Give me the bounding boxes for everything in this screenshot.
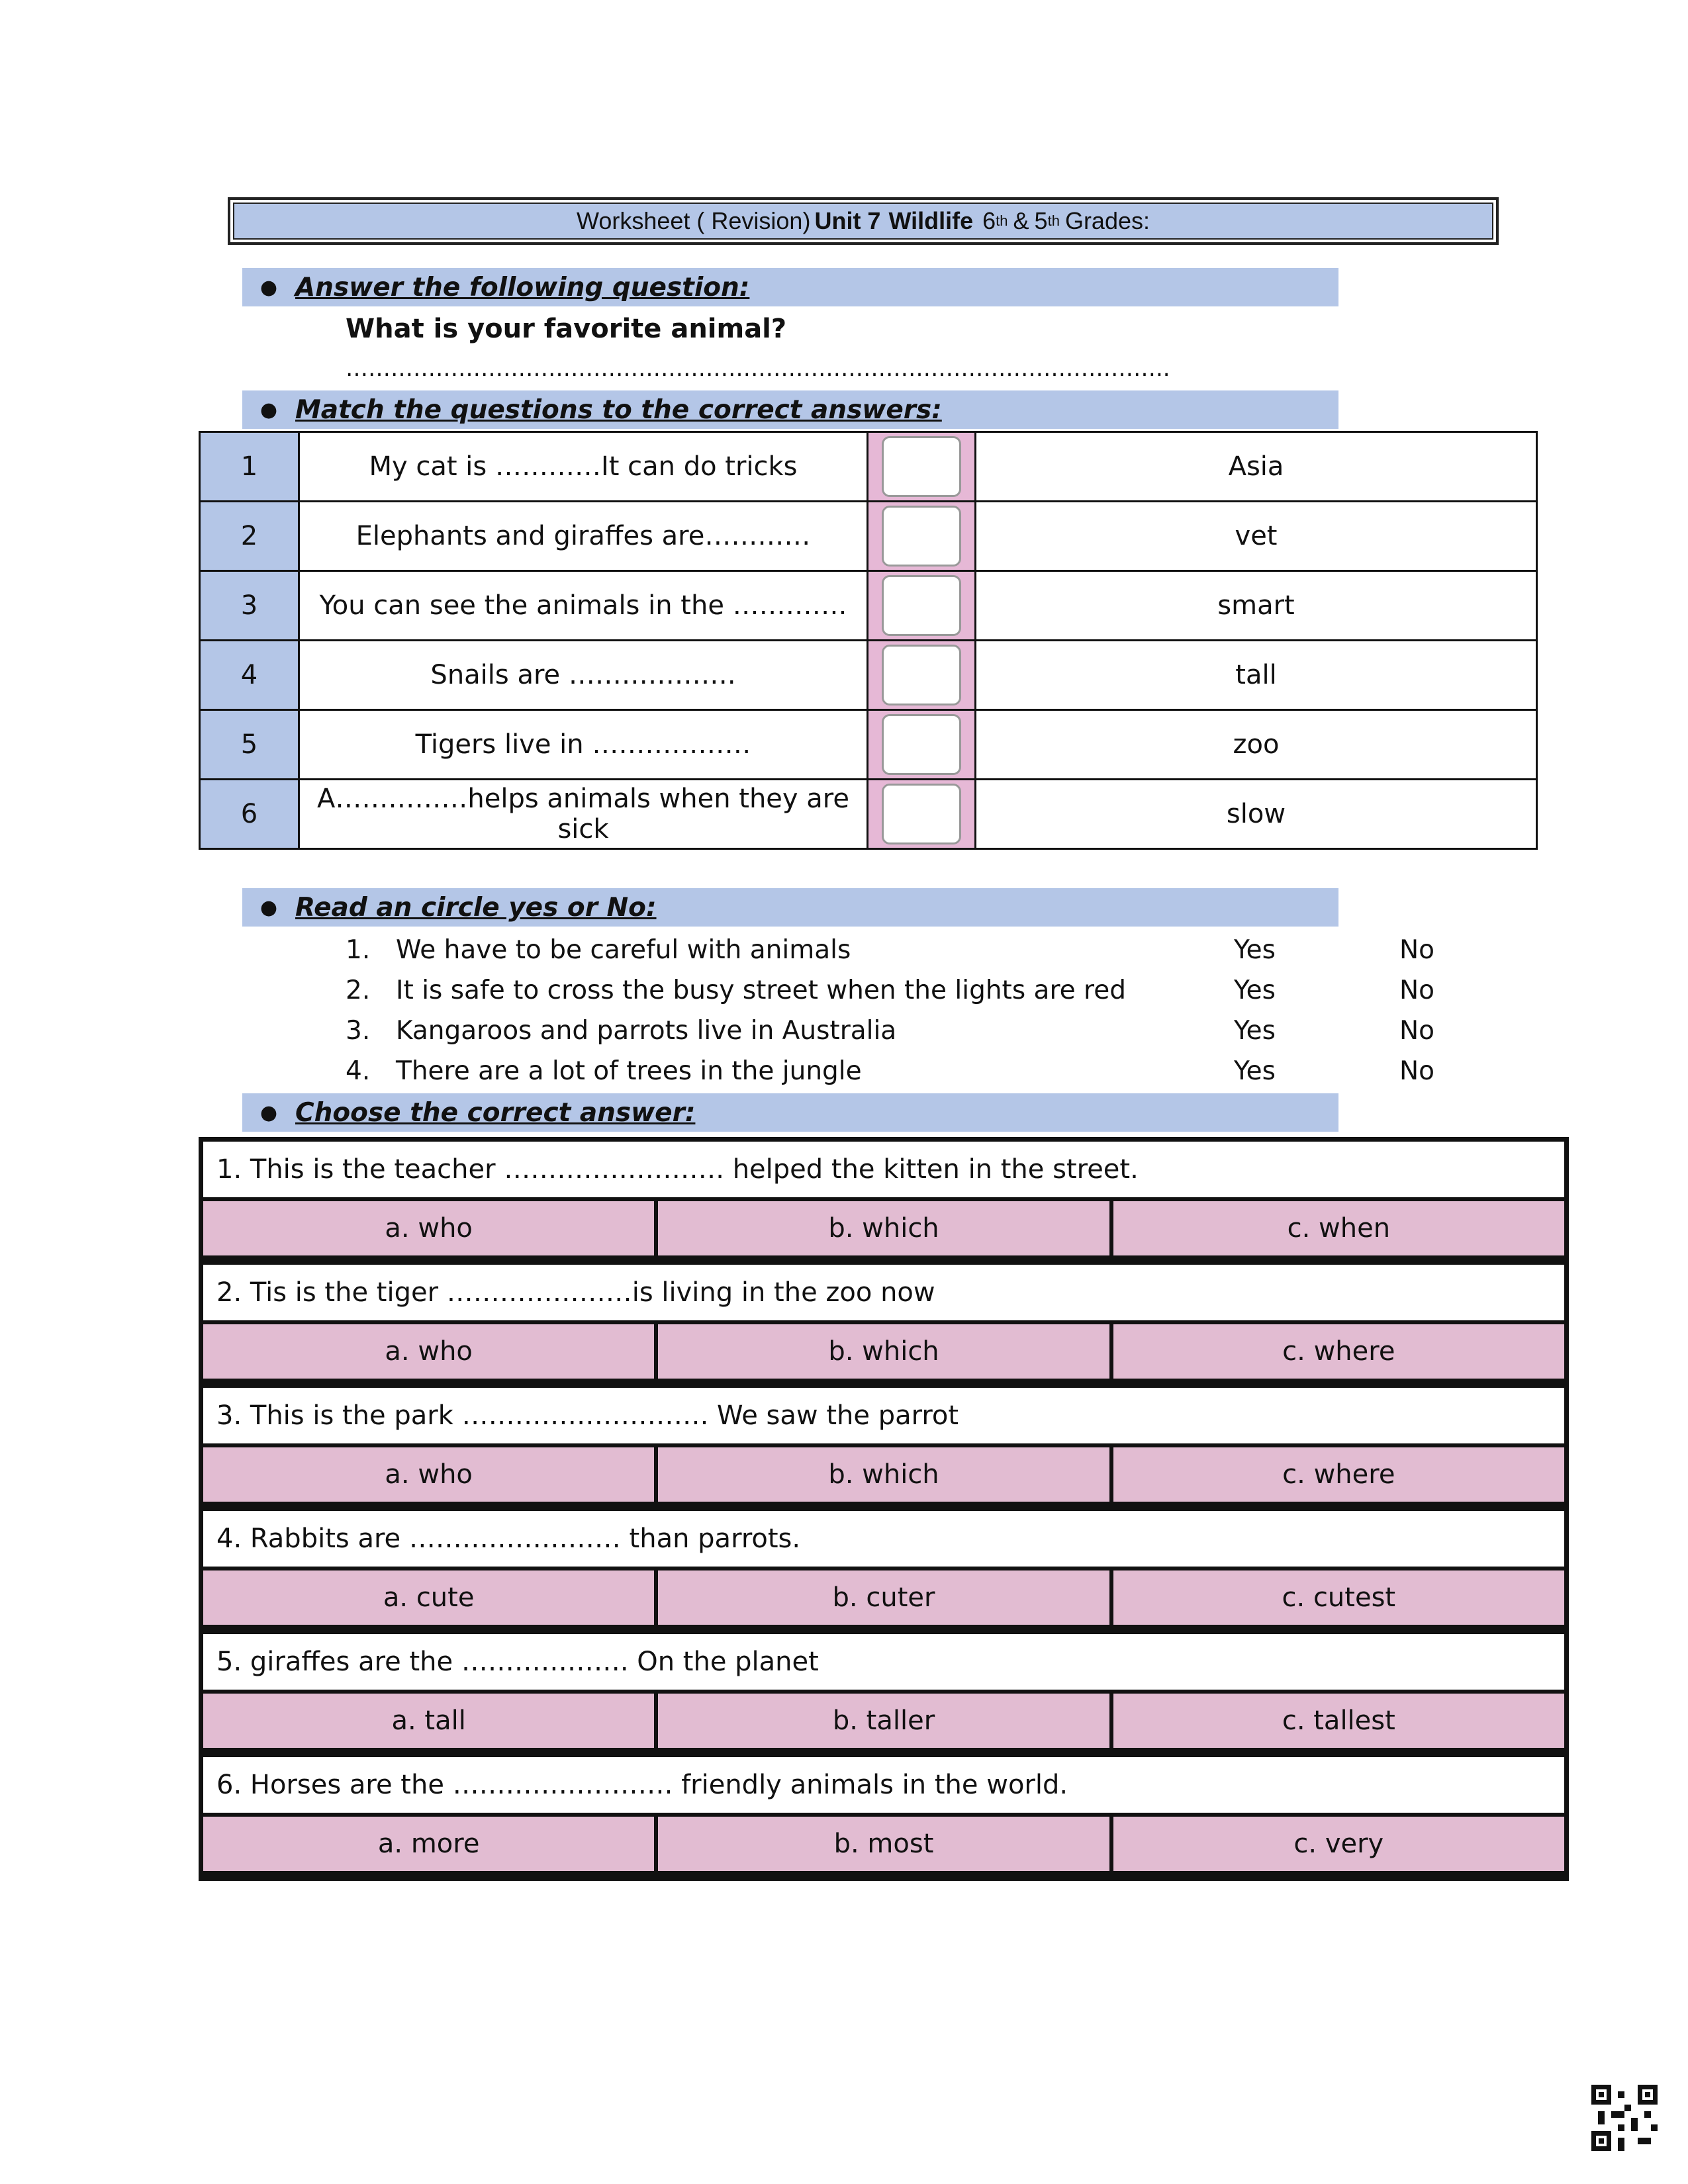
table-row [200,641,1537,710]
bullet-icon: ● [259,895,278,919]
section-heading-choose [242,1093,1338,1132]
match-question: A……………helps animals when they are sick [299,780,868,849]
worksheet-title-box [228,197,1499,245]
option-b[interactable]: b. taller [656,1692,1111,1750]
statement: It is safe to cross the busy street when the lights are red [396,975,1126,1005]
option-c[interactable]: c. where [1111,1322,1566,1381]
answer-box-cell [868,641,976,710]
match-question: Tigers live in ……………… [299,710,868,780]
table-row [200,432,1537,502]
item-number: 2. [346,975,371,1005]
list-item [346,970,1471,1010]
list-item [346,1011,1471,1050]
option-b[interactable]: b. which [656,1445,1111,1504]
list-item [346,930,1471,970]
answer-box[interactable] [882,645,961,705]
option-c[interactable]: c. very [1111,1815,1566,1873]
open-question: What is your favorite animal? [346,314,787,344]
title-grade-2: 5 [1034,207,1048,234]
option-b[interactable]: b. cuter [656,1569,1111,1627]
title-grade-1-sup: th [996,212,1008,229]
title-unit: Unit 7 [814,207,881,234]
match-question: Snails are ………………. [299,641,868,710]
multiple-choice-table [199,1137,1569,1881]
mcq-question: 4. Rabbits are …………………… than parrots. [201,1509,1566,1569]
section-heading-answer [242,268,1338,306]
option-a[interactable]: a. who [201,1445,656,1504]
bullet-icon: ● [259,398,278,422]
option-b[interactable]: b. most [656,1815,1111,1873]
worksheet-title [233,203,1493,240]
mcq-question: 5. giraffes are the ………………. On the planet [201,1632,1566,1692]
title-suffix: Grades: [1064,207,1150,234]
bullet-icon: ● [259,275,278,299]
option-b[interactable]: b. which [656,1322,1111,1381]
option-a[interactable]: a. who [201,1199,656,1257]
statement: We have to be careful with animals [396,934,851,965]
item-number: 1. [346,934,371,965]
match-question: You can see the animals in the …………. [299,571,868,641]
section-title: Choose the correct answer: [295,1097,696,1128]
title-topic: Wildlife [888,207,974,234]
answer-box-cell [868,780,976,849]
statement: Kangaroos and parrots live in Australia [396,1015,897,1046]
answer-box-cell [868,571,976,641]
yes-option[interactable]: Yes [1234,934,1276,965]
row-number: 2 [200,502,299,571]
item-number: 4. [346,1056,371,1086]
option-a[interactable]: a. cute [201,1569,656,1627]
option-a[interactable]: a. tall [201,1692,656,1750]
match-question: My cat is …………It can do tricks [299,432,868,502]
match-question: Elephants and giraffes are………… [299,502,868,571]
yes-option[interactable]: Yes [1234,975,1276,1005]
option-c[interactable]: c. when [1111,1199,1566,1257]
no-option[interactable]: No [1399,1015,1435,1046]
table-row [200,571,1537,641]
qr-code-icon [1591,2085,1658,2151]
list-item [346,1051,1471,1091]
table-row [200,710,1537,780]
mcq-options [201,1815,1566,1878]
section-title: Answer the following question: [295,272,750,302]
mcq-options [201,1199,1566,1263]
answer-box[interactable] [882,436,961,497]
option-a[interactable]: a. who [201,1322,656,1381]
answer-box[interactable] [882,784,961,844]
mcq-question: 1. This is the teacher ……………………. helped the kitten in the street. [201,1140,1566,1199]
no-option[interactable]: No [1399,1056,1435,1086]
match-answer: zoo [976,710,1537,780]
title-grade-2-sup: th [1047,212,1060,229]
match-answer: slow [976,780,1537,849]
option-a[interactable]: a. more [201,1815,656,1873]
answer-box[interactable] [882,506,961,567]
section-heading-match [242,390,1338,429]
match-answer: Asia [976,432,1537,502]
no-option[interactable]: No [1399,975,1435,1005]
mcq-question: 3. This is the park ………………………. We saw the parrot [201,1386,1566,1445]
mcq-options [201,1445,1566,1509]
title-ampersand: & [1013,207,1029,234]
row-number: 3 [200,571,299,641]
match-answer: smart [976,571,1537,641]
match-answer: vet [976,502,1537,571]
section-heading-yesno [242,888,1338,927]
mcq-question: 6. Horses are the ……………………. friendly animals in the world. [201,1755,1566,1815]
title-grade-1: 6 [982,207,996,234]
yes-option[interactable]: Yes [1234,1056,1276,1086]
answer-box-cell [868,502,976,571]
statement: There are a lot of trees in the jungle [396,1056,862,1086]
answer-box-cell [868,432,976,502]
section-title: Read an circle yes or No: [295,892,657,923]
answer-box[interactable] [882,575,961,636]
match-answer: tall [976,641,1537,710]
match-table [199,431,1538,850]
answer-box-cell [868,710,976,780]
answer-box[interactable] [882,714,961,775]
mcq-question: 2. Tis is the tiger …………………is living in the zoo now [201,1263,1566,1322]
option-c[interactable]: c. where [1111,1445,1566,1504]
answer-line[interactable]: ……………………………………………………………………………………………….. [346,355,1170,382]
section-title: Match the questions to the correct answers: [295,394,942,425]
title-prefix: Worksheet ( Revision) [577,207,811,234]
row-number: 1 [200,432,299,502]
option-c[interactable]: c. tallest [1111,1692,1566,1750]
table-row [200,502,1537,571]
mcq-options [201,1322,1566,1386]
row-number: 5 [200,710,299,780]
table-row [200,780,1537,849]
mcq-options [201,1692,1566,1755]
option-c[interactable]: c. cutest [1111,1569,1566,1627]
row-number: 6 [200,780,299,849]
yes-option[interactable]: Yes [1234,1015,1276,1046]
mcq-options [201,1569,1566,1632]
bullet-icon: ● [259,1101,278,1124]
no-option[interactable]: No [1399,934,1435,965]
item-number: 3. [346,1015,371,1046]
option-b[interactable]: b. which [656,1199,1111,1257]
row-number: 4 [200,641,299,710]
